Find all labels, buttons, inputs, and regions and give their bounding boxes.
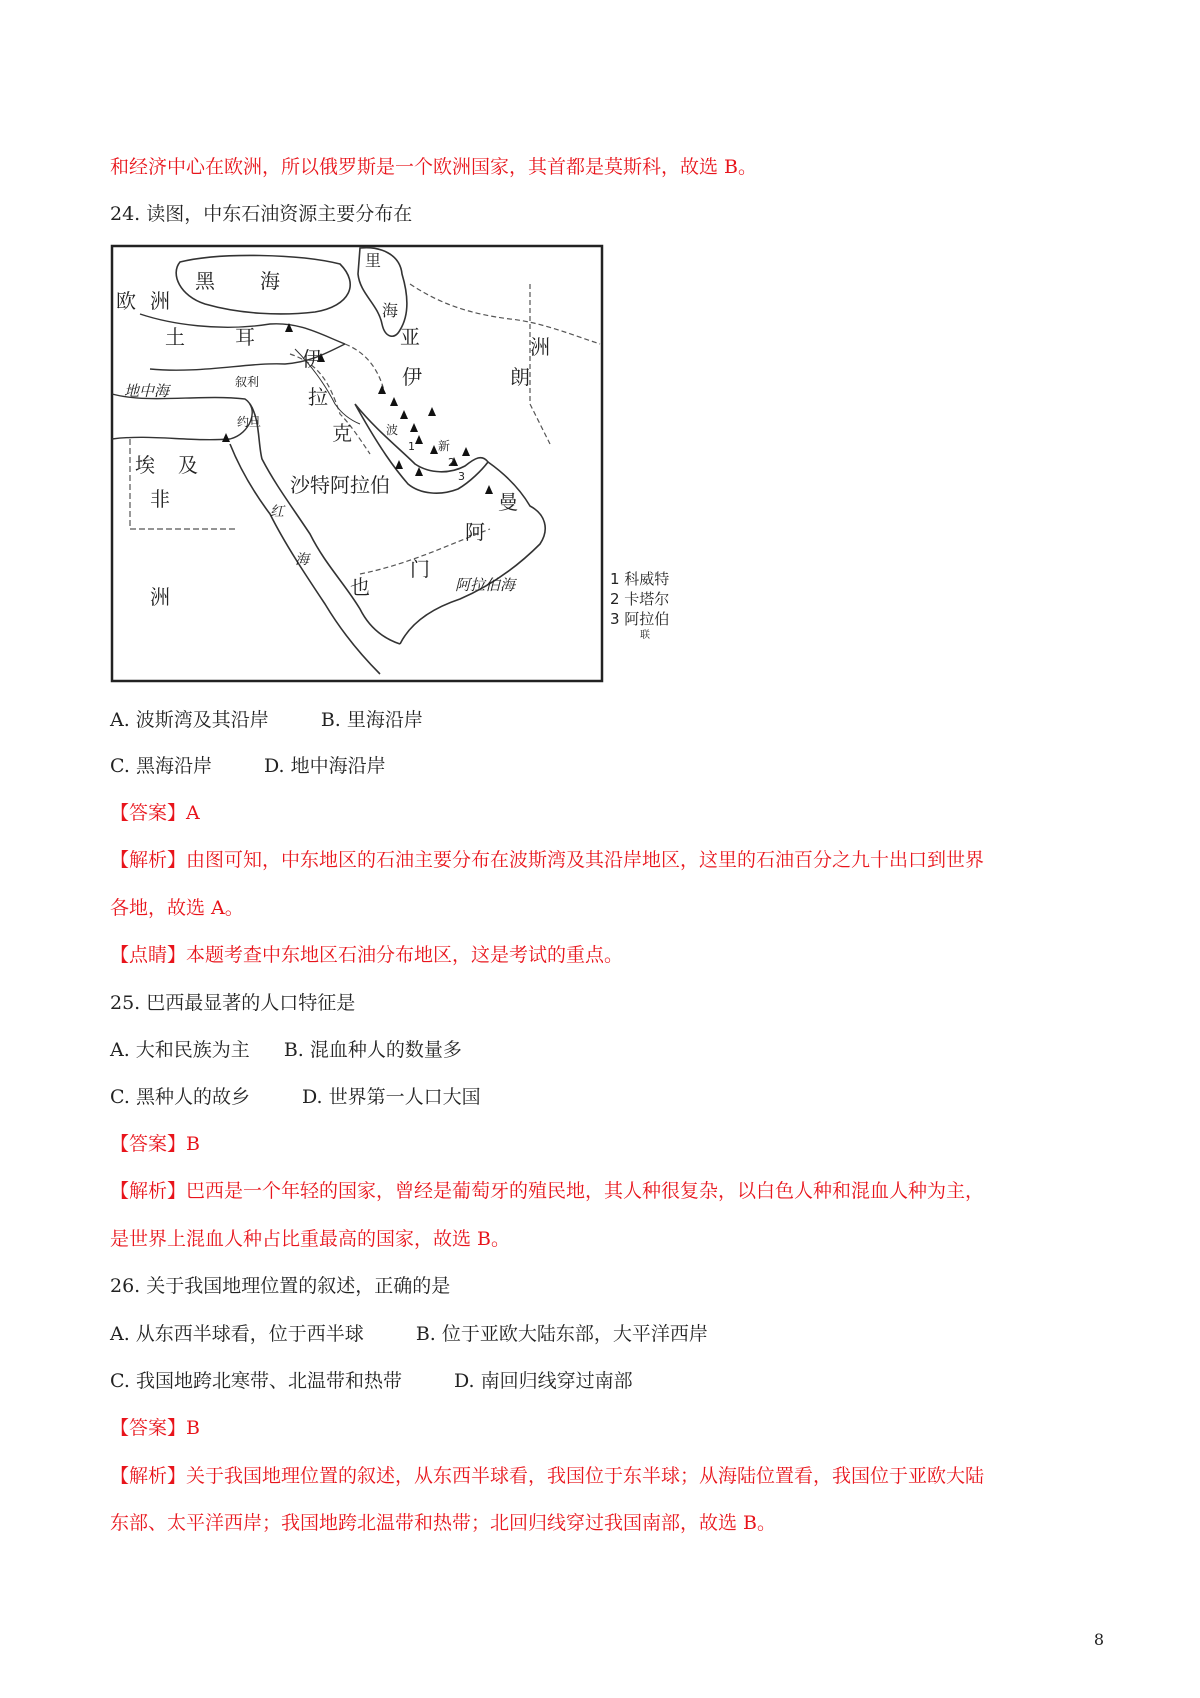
label-caspian-1: 里: [365, 251, 382, 270]
label-oman: 曼: [498, 490, 518, 514]
label-num-3: 3: [458, 470, 465, 483]
q25-option-a: A. 大和民族为主: [110, 1039, 250, 1061]
label-black-sea-1: 黑: [195, 269, 215, 293]
label-arabian-sea: 阿拉伯海: [455, 576, 516, 594]
label-yemen-1: 也: [350, 575, 370, 599]
legend-item-3-tail: 联: [640, 630, 650, 641]
label-asia-1: 亚: [400, 325, 420, 349]
q24-answer: [110, 800, 200, 826]
map-svg: [110, 244, 710, 684]
analysis-text: 关于我国地理位置的叙述，从东西半球看，我国位于东半球；从海陆位置看，我国位于亚欧大陆: [186, 1465, 985, 1487]
comment-label: 【点睛】: [110, 944, 187, 966]
q25-answer: [110, 1131, 200, 1157]
q26-analysis-line1: [110, 1463, 984, 1489]
label-turkey-1: 土: [165, 325, 185, 349]
mediterranean-coast: [112, 394, 252, 440]
label-gulf: 波: [386, 423, 399, 437]
label-caspian-2: 海: [382, 301, 399, 320]
label-egypt-2: 及: [178, 453, 198, 477]
oil-marker: [390, 397, 398, 406]
label-xin: 新: [438, 439, 451, 453]
label-europe-2: 洲: [150, 289, 170, 313]
q25-options-row2: [110, 1084, 481, 1110]
q26-option-d: D. 南回归线穿过南部: [453, 1370, 633, 1392]
label-syria: 叙利: [235, 375, 260, 389]
q24-option-b: B. 里海沿岸: [320, 709, 423, 731]
q25-options-row1: [110, 1037, 462, 1063]
map-legend: [610, 570, 669, 641]
q24-analysis-line1: [110, 847, 984, 873]
label-jordan: 约旦: [237, 415, 262, 429]
q26-option-c: C. 我国地跨北寒带、北温带和热带: [110, 1370, 402, 1392]
label-iran-2: 朗: [510, 365, 530, 389]
red-sea-coast-east: [250, 404, 400, 644]
comment-text: 本题考查中东地区石油分布地区，这是考试的重点。: [186, 944, 624, 966]
answer-value: B: [186, 1417, 200, 1439]
label-red-sea-1: 红: [270, 504, 284, 520]
answer-value: B: [186, 1133, 200, 1155]
analysis-text: 由图可知，中东地区的石油主要分布在波斯湾及其沿岸地区，这里的石油百分之九十出口到世界: [186, 849, 985, 871]
q24-option-a: A. 波斯湾及其沿岸: [110, 709, 269, 731]
label-red-sea-2: 海: [295, 552, 309, 568]
answer-value: A: [186, 802, 200, 824]
oil-marker: [485, 485, 493, 494]
label-egypt-1: 埃: [135, 453, 155, 477]
analysis-label: 【解析】: [110, 1180, 187, 1202]
question-24: 24. 读图，中东石油资源主要分布在: [110, 203, 413, 225]
iran-east-border: [530, 284, 550, 444]
label-black-sea-2: 海: [260, 269, 280, 293]
oil-marker: [395, 460, 403, 469]
oil-marker: [415, 435, 423, 444]
legend-item-3: 3 阿拉伯: [610, 610, 670, 628]
q24-options-row2: [110, 753, 386, 779]
answer-label: 【答案】: [110, 802, 187, 824]
label-saudi: 沙特阿拉伯: [290, 473, 390, 497]
label-africa-2: 洲: [150, 585, 170, 609]
arabian-coast: [400, 462, 545, 644]
label-asia-2: 洲: [530, 335, 550, 359]
answer-label: 【答案】: [110, 1133, 187, 1155]
oil-marker: [378, 385, 386, 394]
label-iraq-1: 伊: [302, 347, 322, 371]
previous-analysis-tail: 和经济中心在欧洲，所以俄罗斯是一个欧洲国家，其首都是莫斯科，故选 B。: [110, 156, 758, 178]
q24-analysis-line2: 各地，故选 A。: [110, 897, 244, 919]
q25-option-b: B. 混血种人的数量多: [283, 1039, 462, 1061]
oil-marker: [462, 447, 470, 456]
legend-item-1: 1 科威特: [610, 570, 670, 588]
q24-comment: [110, 942, 623, 968]
label-yemen-2: 门: [410, 557, 430, 581]
oil-marker: [428, 407, 436, 416]
analysis-label: 【解析】: [110, 1465, 187, 1487]
q26-option-b: B. 位于亚欧大陆东部，大平洋西岸: [415, 1323, 708, 1345]
q24-option-d: D. 地中海沿岸: [263, 755, 386, 777]
question-25: 25. 巴西最显著的人口特征是: [110, 992, 356, 1014]
q26-options-row1: [110, 1321, 708, 1347]
label-iraq-3: 克: [332, 421, 352, 445]
label-num-1: 1: [408, 440, 415, 453]
oil-marker: [430, 445, 438, 454]
q26-analysis-line2: 东部、太平洋西岸；我国地跨北温带和热带；北回归线穿过我国南部，故选 B。: [110, 1512, 777, 1534]
q25-option-d: D. 世界第一人口大国: [301, 1086, 481, 1108]
question-26: 26. 关于我国地理位置的叙述，正确的是: [110, 1275, 451, 1297]
oil-marker: [222, 433, 230, 442]
analysis-text: 巴西是一个年轻的国家，曾经是葡萄牙的殖民地，其人种很复杂，以白色人种和混血人种为主，: [186, 1180, 985, 1202]
label-iran-1: 伊: [402, 365, 422, 389]
page-number: 8: [1093, 1630, 1104, 1649]
label-mediterranean: 地中海: [124, 382, 170, 400]
label-num-2: 2: [448, 456, 455, 469]
q25-analysis-line1: [110, 1178, 984, 1204]
q25-analysis-line2: 是世界上混血人种占比重最高的国家，故选 B。: [110, 1228, 511, 1250]
q25-option-c: C. 黑种人的故乡: [110, 1086, 250, 1108]
legend-item-2: 2 卡塔尔: [610, 590, 670, 608]
middle-east-oil-map: [110, 244, 710, 684]
q24-option-c: C. 黑海沿岸: [110, 755, 212, 777]
label-turkey-2: 耳: [235, 325, 255, 349]
q26-option-a: A. 从东西半球看，位于西半球: [110, 1323, 364, 1345]
label-uae: 阿: [465, 520, 485, 544]
q26-answer: [110, 1415, 200, 1441]
label-europe-1: 欧: [116, 289, 136, 313]
q24-options-row1: [110, 707, 423, 733]
label-africa-1: 非: [150, 487, 170, 511]
oil-marker: [400, 410, 408, 419]
q26-options-row2: [110, 1368, 633, 1394]
label-iraq-2: 拉: [308, 385, 328, 409]
analysis-label: 【解析】: [110, 849, 187, 871]
oil-marker: [410, 423, 418, 432]
answer-label: 【答案】: [110, 1417, 187, 1439]
